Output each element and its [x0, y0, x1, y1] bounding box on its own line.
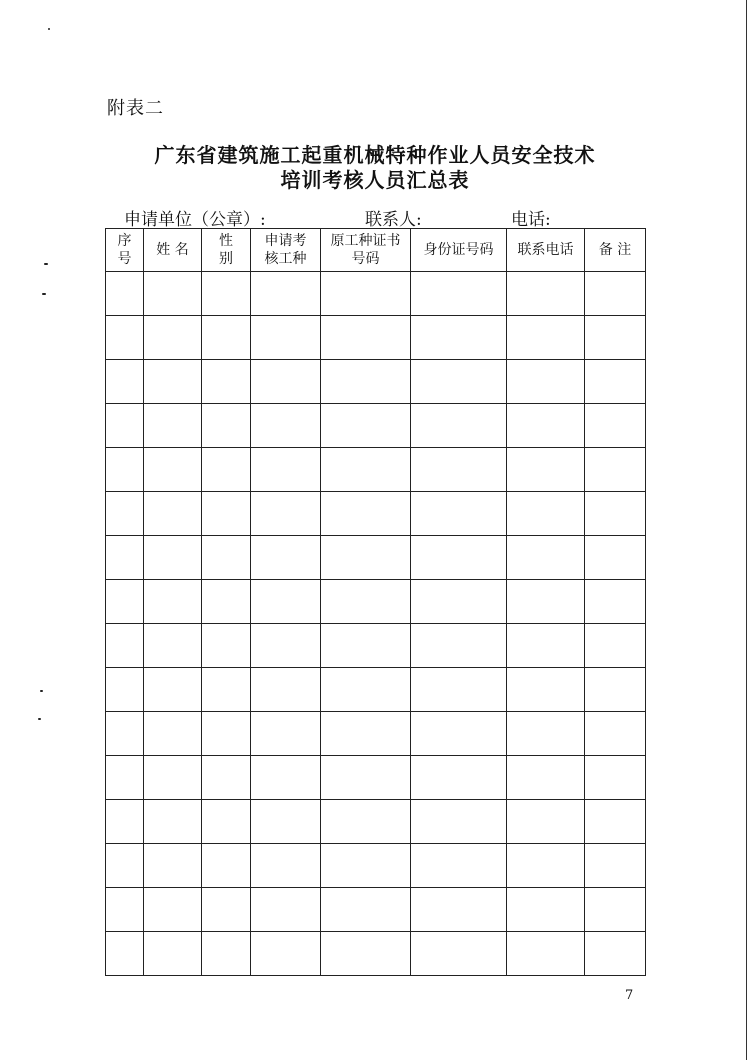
- table-cell: [251, 756, 321, 800]
- table-row: [106, 316, 646, 360]
- table-cell: [321, 668, 411, 712]
- scan-speck: [40, 690, 43, 692]
- table-cell: [411, 800, 507, 844]
- table-cell: [144, 316, 202, 360]
- table-cell: [321, 316, 411, 360]
- table-cell: [507, 580, 585, 624]
- table-cell: [507, 448, 585, 492]
- table-cell: [585, 932, 646, 976]
- table-cell: [251, 844, 321, 888]
- table-cell: [251, 404, 321, 448]
- table-cell: [106, 360, 144, 404]
- table-cell: [585, 404, 646, 448]
- table-cell: [106, 668, 144, 712]
- table-row: [106, 448, 646, 492]
- table-cell: [202, 756, 251, 800]
- column-header-applied-trade: 申请考 核工种: [251, 229, 321, 272]
- table-cell: [202, 844, 251, 888]
- summary-table: [105, 228, 646, 976]
- table-cell: [202, 888, 251, 932]
- attachment-label: 附表二: [107, 98, 164, 119]
- contact-person-label: 联系人:: [365, 210, 422, 230]
- table-row: [106, 756, 646, 800]
- table-cell: [106, 624, 144, 668]
- table-cell: [106, 932, 144, 976]
- table-cell: [202, 536, 251, 580]
- table-cell: [106, 844, 144, 888]
- table-row: [106, 668, 646, 712]
- table-cell: [321, 404, 411, 448]
- table-cell: [411, 316, 507, 360]
- table-cell: [106, 492, 144, 536]
- table-cell: [585, 668, 646, 712]
- table-cell: [106, 800, 144, 844]
- table-row: [106, 624, 646, 668]
- table-cell: [202, 448, 251, 492]
- table-cell: [507, 888, 585, 932]
- table-cell: [411, 712, 507, 756]
- applicant-unit-label: 申请单位（公章）:: [124, 210, 266, 230]
- table-cell: [507, 712, 585, 756]
- table-cell: [585, 316, 646, 360]
- document-title-line1: 广东省建筑施工起重机械特种作业人员安全技术: [154, 143, 596, 167]
- table-cell: [507, 624, 585, 668]
- table-cell: [251, 492, 321, 536]
- table-cell: [411, 668, 507, 712]
- table-cell: [144, 756, 202, 800]
- table-cell: [321, 624, 411, 668]
- table-row: [106, 888, 646, 932]
- table-cell: [585, 360, 646, 404]
- table-cell: [144, 448, 202, 492]
- table-cell: [251, 448, 321, 492]
- table-cell: [144, 624, 202, 668]
- table-cell: [507, 316, 585, 360]
- table-cell: [144, 272, 202, 316]
- table-cell: [202, 316, 251, 360]
- table-cell: [585, 536, 646, 580]
- table-cell: [411, 404, 507, 448]
- table-cell: [144, 492, 202, 536]
- table-cell: [321, 580, 411, 624]
- table-cell: [507, 492, 585, 536]
- table-cell: [106, 888, 144, 932]
- table-cell: [411, 448, 507, 492]
- table-cell: [202, 800, 251, 844]
- table-row: [106, 404, 646, 448]
- table-cell: [507, 756, 585, 800]
- table-cell: [321, 272, 411, 316]
- table-cell: [321, 888, 411, 932]
- table-cell: [251, 272, 321, 316]
- page-number: 7: [625, 988, 634, 1003]
- table-cell: [585, 756, 646, 800]
- table-cell: [507, 844, 585, 888]
- column-header-original-certificate: 原工种证书 号码: [321, 229, 411, 272]
- table-cell: [321, 756, 411, 800]
- table-cell: [585, 712, 646, 756]
- table-cell: [411, 492, 507, 536]
- table-cell: [507, 360, 585, 404]
- table-cell: [321, 800, 411, 844]
- table-cell: [507, 536, 585, 580]
- table-cell: [507, 668, 585, 712]
- scan-speck: [48, 28, 50, 30]
- table-cell: [585, 624, 646, 668]
- table-row: [106, 800, 646, 844]
- table-cell: [585, 800, 646, 844]
- table-cell: [251, 800, 321, 844]
- scan-speck: [42, 293, 46, 295]
- table-cell: [251, 932, 321, 976]
- table-cell: [106, 272, 144, 316]
- table-row: [106, 536, 646, 580]
- table-cell: [507, 272, 585, 316]
- table-cell: [144, 360, 202, 404]
- table-cell: [202, 360, 251, 404]
- table-cell: [321, 844, 411, 888]
- scan-speck: [44, 263, 48, 265]
- table-cell: [106, 756, 144, 800]
- table-cell: [585, 492, 646, 536]
- table-cell: [321, 932, 411, 976]
- table-cell: [321, 536, 411, 580]
- table-cell: [507, 932, 585, 976]
- table-cell: [321, 492, 411, 536]
- column-header-id-number: 身份证号码: [411, 229, 507, 272]
- table-cell: [144, 668, 202, 712]
- table-cell: [411, 624, 507, 668]
- table-cell: [251, 536, 321, 580]
- table-cell: [411, 360, 507, 404]
- table-cell: [106, 316, 144, 360]
- table-cell: [411, 888, 507, 932]
- table-cell: [251, 316, 321, 360]
- table-cell: [321, 360, 411, 404]
- table-cell: [585, 580, 646, 624]
- table-row: [106, 360, 646, 404]
- table-cell: [585, 448, 646, 492]
- document-title-line2: 培训考核人员汇总表: [280, 168, 470, 192]
- table-cell: [144, 844, 202, 888]
- table-body: [106, 272, 646, 976]
- table-cell: [202, 492, 251, 536]
- table-row: [106, 844, 646, 888]
- column-header-gender: 性 别: [202, 229, 251, 272]
- table-cell: [321, 448, 411, 492]
- table-cell: [251, 360, 321, 404]
- table-cell: [202, 712, 251, 756]
- table-cell: [202, 272, 251, 316]
- table-cell: [411, 272, 507, 316]
- table-cell: [202, 580, 251, 624]
- column-header-serial: 序 号: [106, 229, 144, 272]
- table-cell: [144, 404, 202, 448]
- table-cell: [144, 536, 202, 580]
- table-cell: [106, 448, 144, 492]
- table-cell: [251, 580, 321, 624]
- table-cell: [251, 624, 321, 668]
- table-cell: [202, 932, 251, 976]
- table-cell: [202, 404, 251, 448]
- table-cell: [321, 712, 411, 756]
- table-cell: [585, 272, 646, 316]
- table-header-row: [106, 229, 646, 272]
- table-row: [106, 580, 646, 624]
- table-cell: [144, 932, 202, 976]
- table-cell: [144, 712, 202, 756]
- table-row: [106, 932, 646, 976]
- table-cell: [411, 844, 507, 888]
- table-cell: [411, 932, 507, 976]
- table-row: [106, 272, 646, 316]
- column-header-name: 姓 名: [144, 229, 202, 272]
- column-header-remarks: 备 注: [585, 229, 646, 272]
- table-cell: [144, 580, 202, 624]
- table-cell: [106, 404, 144, 448]
- table-cell: [585, 844, 646, 888]
- table-cell: [251, 712, 321, 756]
- table-cell: [251, 888, 321, 932]
- table-cell: [507, 800, 585, 844]
- table-cell: [411, 580, 507, 624]
- table-cell: [411, 536, 507, 580]
- table-cell: [144, 888, 202, 932]
- table-cell: [202, 624, 251, 668]
- table-cell: [106, 536, 144, 580]
- table-cell: [106, 580, 144, 624]
- table-cell: [106, 712, 144, 756]
- table-row: [106, 492, 646, 536]
- table-cell: [251, 668, 321, 712]
- table-cell: [411, 756, 507, 800]
- table-row: [106, 712, 646, 756]
- column-header-contact-phone: 联系电话: [507, 229, 585, 272]
- scan-speck: [38, 718, 41, 720]
- table-cell: [507, 404, 585, 448]
- phone-label: 电话:: [511, 210, 551, 230]
- table-cell: [144, 800, 202, 844]
- table-cell: [585, 888, 646, 932]
- table-cell: [202, 668, 251, 712]
